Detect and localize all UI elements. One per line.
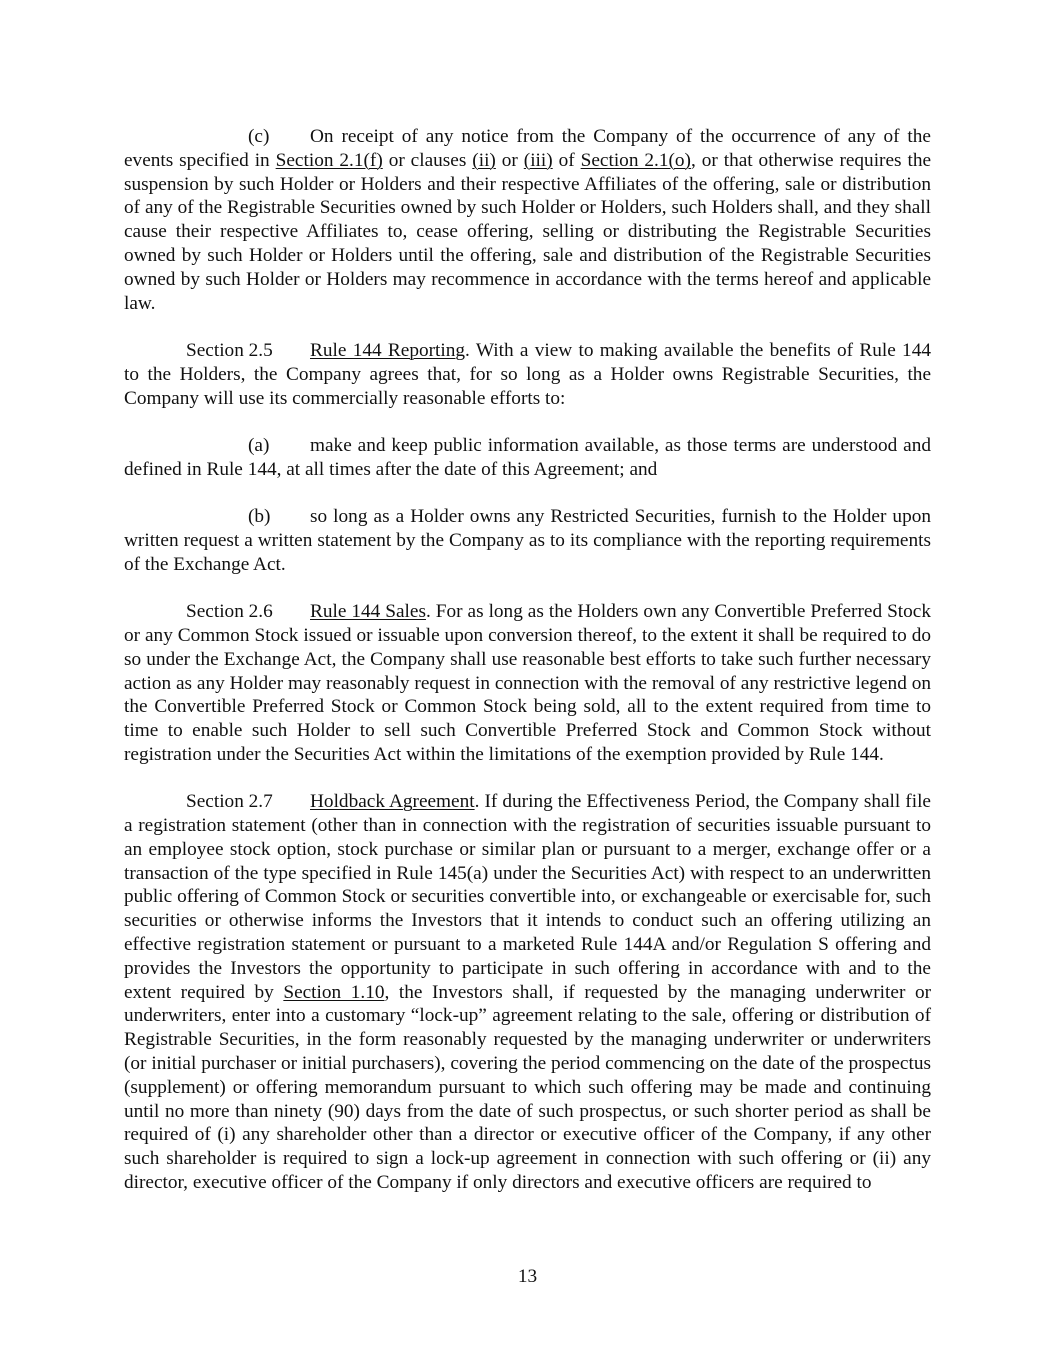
paragraph-c: (c) On receipt of any notice from the Company of the occurrence of any of the events specified in Section 2.1(f) or clauses (ii) or (iii) of Section 2.1(o), or that otherwise requires the suspension by such Holder or Holders and their respective Affiliates of the offering, sale or distribution of any of the Registrable Securities owned by such Holder or Holders, such Holders shall, and they shall cause their respective Affiliates to, cease offering, selling or distributing the Registrable Securities owned by such Holder or Holders until the offering, sale and distribution of the Registrable Securities owned by such Holder or Holders may recommence in accordance with the terms hereof and applicable law. [124,126,932,314]
section-2-7: Section 2.7 Holdback Agreement. If during the Effectiveness Period, the Company shall file a registration statement (other than in connection with the registration of securities issuable pursuant to an employee stock option, stock purchase or similar plan or pursuant to a merger, exchange offer or a transaction of the type specified in Rule 145(a) under the Securities Act) with respect to an underwritten public offering of Common Stock or securities convertible into, or exchangeable or exercisable for, such securities or otherwise informs the Investors that it intends to conduct such an offering utilizing an effective registration statement or pursuant to a marketed Rule 144A and/or Regulation S offering and provides the Investors the opportunity to participate in such offering in accordance with and to the extent required by Section 1.10, the Investors shall, if requested by the managing underwriter or underwriters, enter into a customary “lock-up” agreement relating to the sale, offering or distribution of Registrable Securities, in the form reasonably requested by the managing underwriter or underwriters (or initial purchaser or initial purchasers), covering the period commencing on the date of the prospectus (supplement) or offering memorandum pursuant to which such offering may be made and continuing until no more than ninety (90) days from the date of such prospectus, or such shorter period as shall be required of (i) any shareholder other than a director or executive officer of the Company, if any other such shareholder is required to sign a lock-up agreement in connection with such offering or (ii) any director, executive officer of the Company if only directors and executive officers are required to [124,791,932,1194]
cross-reference: Section 2.1(o) [580,149,691,171]
section-title: Holdback Agreement [310,791,475,813]
section-2-5: Section 2.5 Rule 144 Reporting. With a view to making available the benefits of Rule 144 to the Holders, the Company agrees that, for so long as a Holder owns Registrable Securities, the Company will use its commercially reasonable efforts to: [124,339,931,409]
cross-reference: (ii) [472,149,496,171]
section-2-5-item-b: (b) so long as a Holder owns any Restricted Securities, furnish to the Holder upon written request a written statement by the Company as to its compliance with the reporting requirements of the Exchange Act. [124,506,931,575]
section-number: Section 2.6 [186,601,273,623]
section-2-5-item-a: (a) make and keep public information available, as those terms are understood and defined in Rule 144, at all times after the date of this Agreement; and [124,434,931,480]
section-title: Rule 144 Reporting [310,339,466,361]
cross-reference: Section 1.10 [283,981,385,1003]
section-number: Section 2.5 [186,339,273,361]
section-number: Section 2.7 [186,791,273,813]
section-title: Rule 144 Sales [310,601,426,623]
clause-label: (b) [248,506,271,528]
section-2-6: Section 2.6 Rule 144 Sales. For as long as the Holders own any Convertible Preferred Stock or any Common Stock issued or issuable upon conversion thereof, to the extent it shall be required to do so under the Exchange Act, the Company shall use reasonable best efforts to take such further necessary action as any Holder may reasonably request in connection with the removal of any restrictive legend on the Convertible Preferred Stock or Common Stock being sold, all to the extent required from time to time to enable such Holder to sell such Convertible Preferred Stock and Common Stock without registration under the Securities Act within the limitations of the exemption provided by Rule 144. [124,601,931,765]
document-page [124,125,931,1218]
clause-label: (a) [248,434,270,456]
clause-label: (c) [248,126,270,147]
page-number: 13 [517,1266,538,1287]
cross-reference: (iii) [523,149,553,171]
cross-reference: Section 2.1(f) [275,149,383,171]
